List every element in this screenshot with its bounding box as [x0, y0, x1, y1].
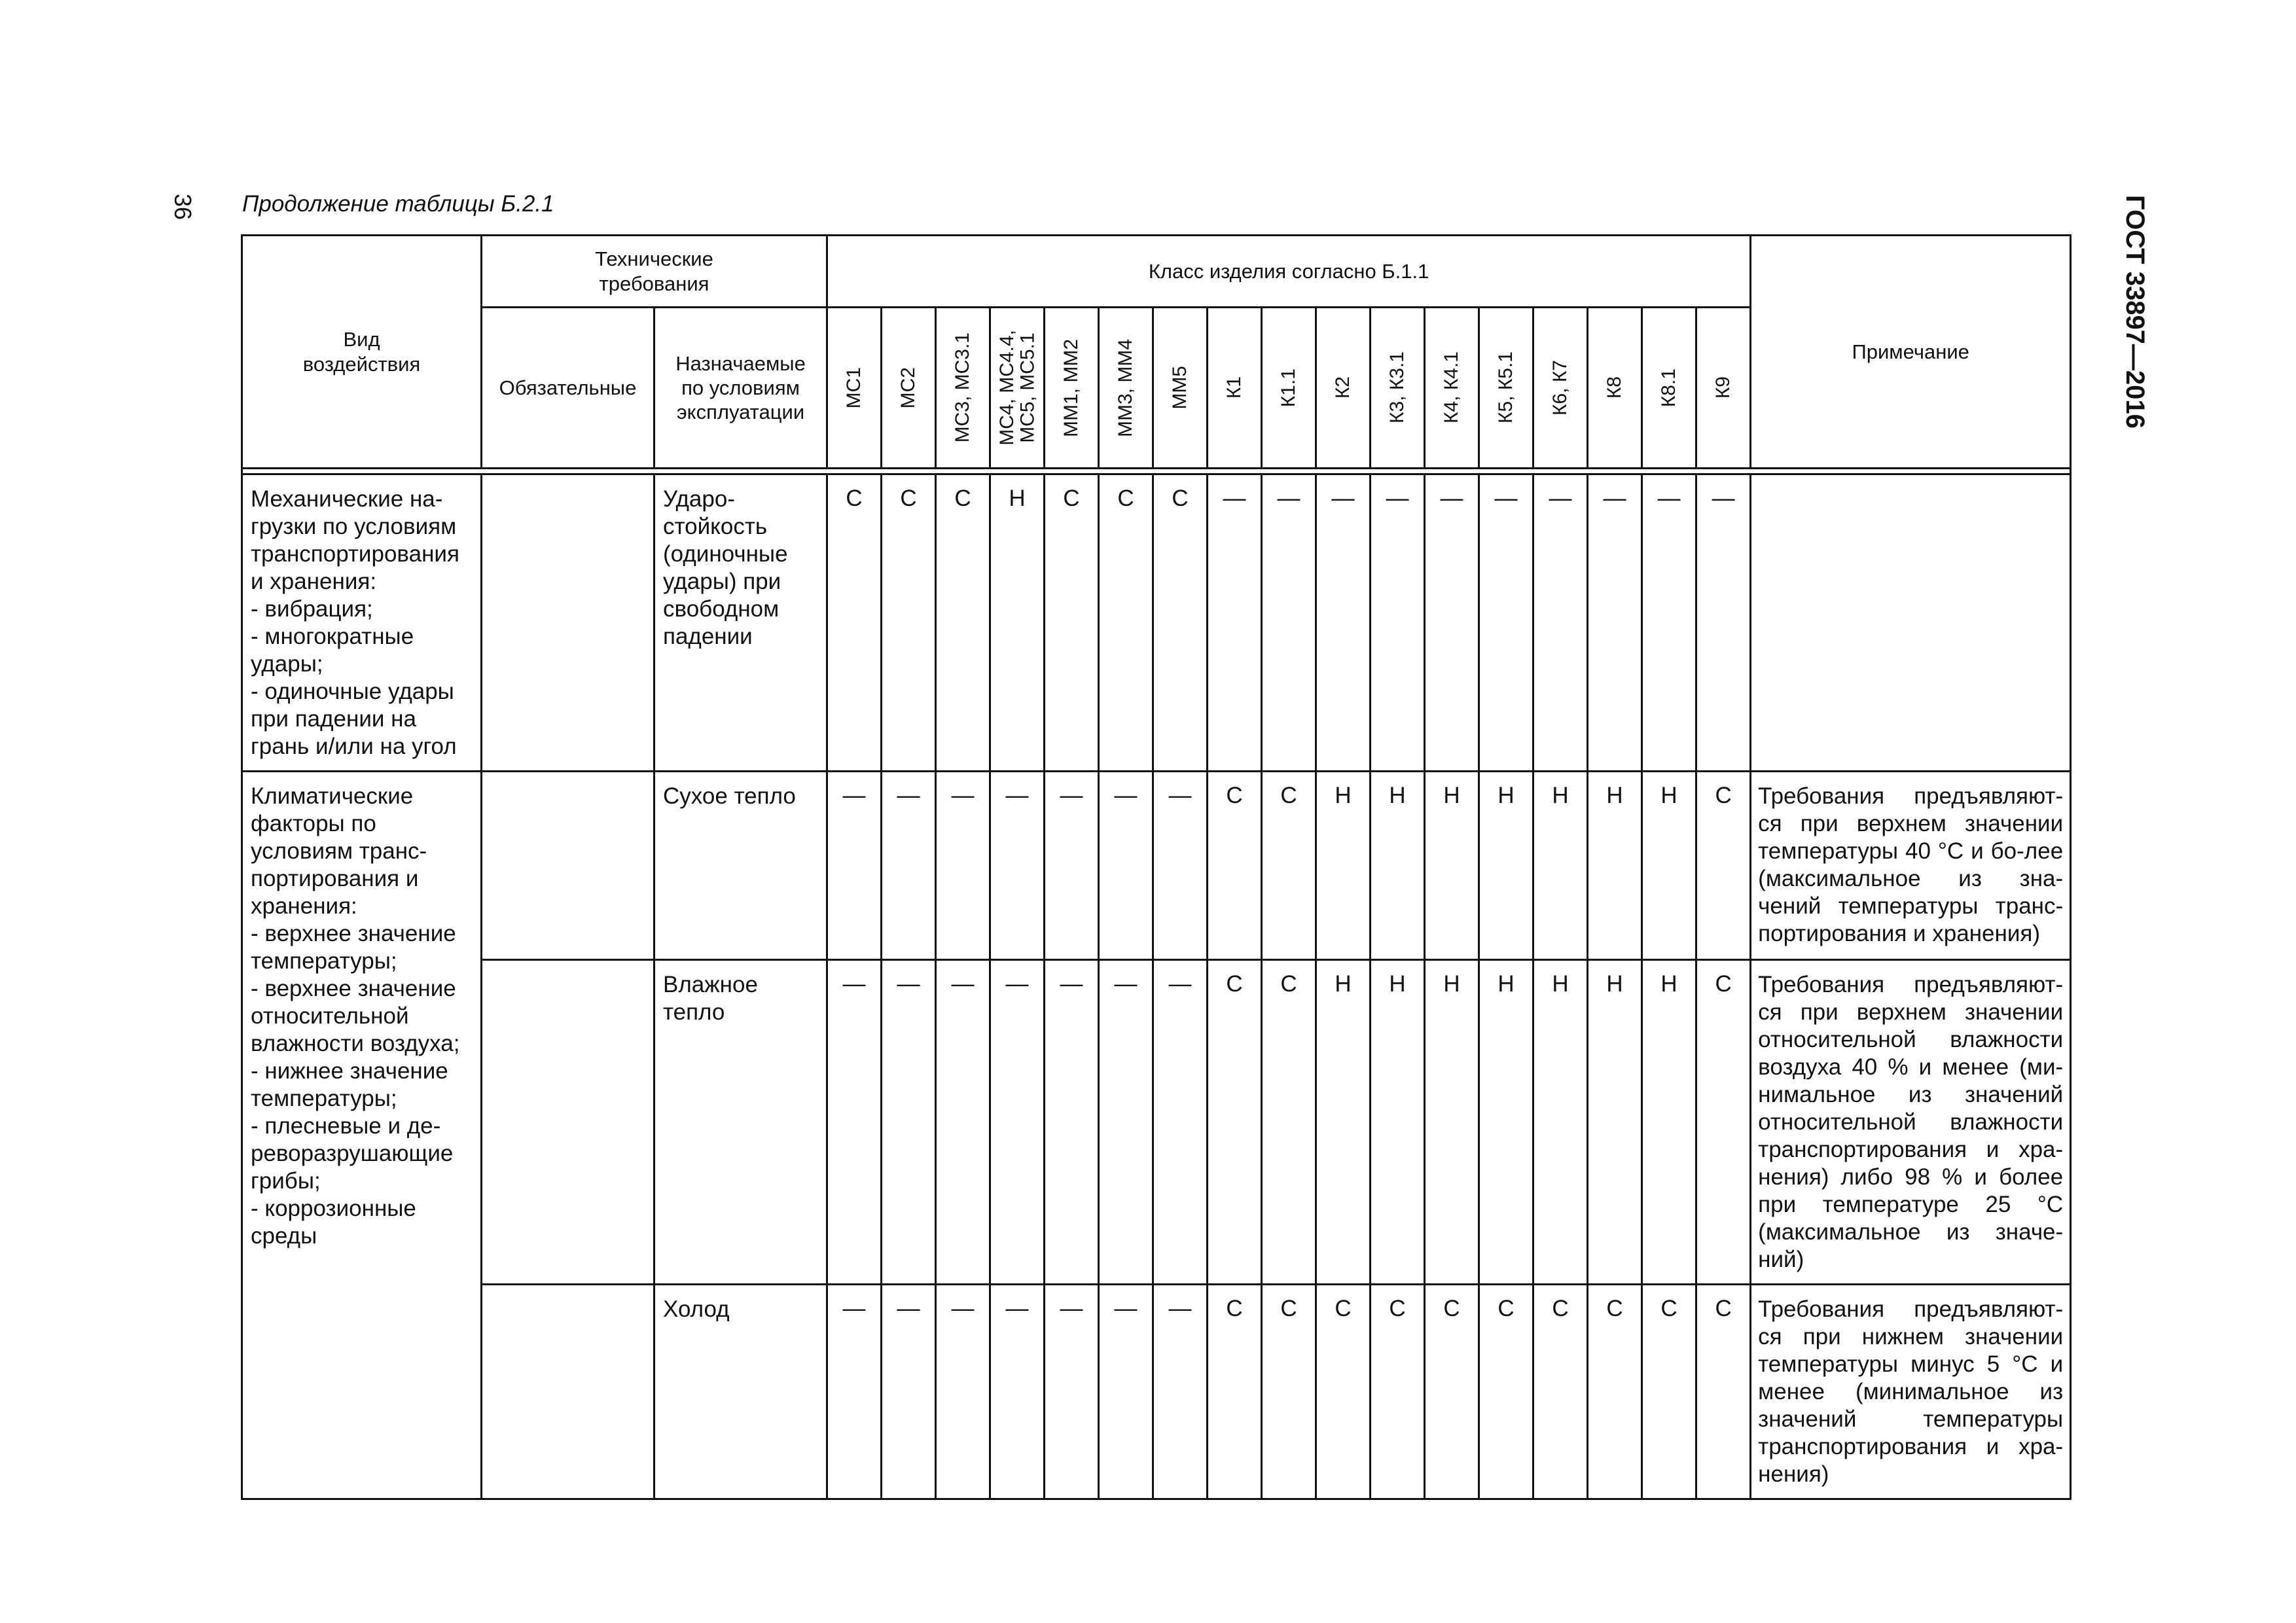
class-value: —: [990, 772, 1045, 960]
class-value: Н: [1316, 772, 1371, 960]
header-assigned: Назначаемые по условиям эксплуатации: [655, 308, 827, 469]
class-value: —: [936, 772, 990, 960]
class-value: —: [882, 960, 936, 1285]
class-value: —: [1371, 474, 1425, 772]
class-value: С: [1208, 772, 1262, 960]
class-header-label: МС3, МС3.1: [952, 332, 974, 443]
class-value: —: [1479, 474, 1534, 772]
class-value: —: [1099, 772, 1153, 960]
class-value: —: [1099, 1285, 1153, 1499]
class-header-label: К6, К7: [1549, 360, 1571, 416]
class-header: [882, 308, 936, 469]
class-header-label: ММ5: [1169, 366, 1191, 410]
class-value: С: [1534, 1285, 1588, 1499]
header-tech-req: Технические требования: [482, 236, 827, 308]
class-value: —: [1153, 772, 1208, 960]
assigned-cell: Влажное тепло: [655, 960, 827, 1285]
class-header: [1642, 308, 1696, 469]
class-value: —: [882, 1285, 936, 1499]
class-value: Н: [1642, 772, 1696, 960]
class-header: [1262, 308, 1316, 469]
class-header: [1479, 308, 1534, 469]
class-header-label: МС4, МС4.4, МС5, МС5.1: [996, 330, 1039, 446]
class-value: —: [936, 1285, 990, 1499]
class-value: Н: [1588, 772, 1642, 960]
class-value: Н: [1371, 960, 1425, 1285]
header-class-group: Класс изделия согласно Б.1.1: [827, 236, 1751, 308]
class-value: —: [1208, 474, 1262, 772]
class-value: —: [1153, 1285, 1208, 1499]
class-header-label: К1.1: [1278, 368, 1300, 408]
class-header: [1534, 308, 1588, 469]
header-mandatory: Обязательные: [482, 308, 655, 469]
class-header-label: К5, К5.1: [1495, 351, 1517, 424]
class-value: Н: [990, 474, 1045, 772]
impact-climatic: Климатические факторы по условиям транс- портирования и хранения: - верхнее значение температуры; - верхнее значение относительной влажности воздуха; - нижнее значение температуры; - плесневые и де- реворазрушающие грибы; - коррозионные среды: [242, 772, 482, 1499]
class-header: [1045, 308, 1099, 469]
class-header-label: К8.1: [1658, 368, 1680, 408]
note-cell: Требования предъявляют-ся при верхнем значении температуры 40 °С и бо-лее (максимальное из зна-чений температуры транс-портирования и хранения): [1751, 772, 2071, 960]
class-header-label: МС2: [897, 366, 920, 409]
mandatory-cell: [482, 772, 655, 960]
mandatory-cell: [482, 960, 655, 1285]
class-value: —: [882, 772, 936, 960]
class-value: Н: [1642, 960, 1696, 1285]
class-value: —: [1316, 474, 1371, 772]
class-header: [827, 308, 882, 469]
class-value: С: [1425, 1285, 1479, 1499]
document-title: ГОСТ 33897—2016: [2121, 195, 2149, 429]
class-header-label: ММ3, ММ4: [1115, 338, 1137, 437]
class-value: —: [1696, 474, 1751, 772]
class-value: Н: [1316, 960, 1371, 1285]
header-impact: Вид воздействия: [242, 236, 482, 469]
requirements-table: [241, 234, 2072, 1500]
class-header-label: К2: [1332, 376, 1354, 399]
class-header-label: К4, К4.1: [1441, 351, 1463, 424]
class-value: С: [1045, 474, 1099, 772]
class-header: [936, 308, 990, 469]
class-header-label: ММ1, ММ2: [1060, 338, 1083, 437]
assigned-cell: Сухое тепло: [655, 772, 827, 960]
class-value: С: [1208, 960, 1262, 1285]
class-value: С: [1099, 474, 1153, 772]
class-value: Н: [1479, 772, 1534, 960]
header-separator: [242, 469, 2071, 474]
class-header-label: К1: [1223, 376, 1246, 399]
class-value: Н: [1588, 960, 1642, 1285]
class-value: —: [1045, 772, 1099, 960]
class-value: С: [1371, 1285, 1425, 1499]
class-value: С: [1262, 960, 1316, 1285]
class-value: С: [882, 474, 936, 772]
class-header: [1208, 308, 1262, 469]
class-value: —: [1153, 960, 1208, 1285]
class-value: —: [1588, 474, 1642, 772]
class-value: С: [1153, 474, 1208, 772]
class-value: С: [1262, 772, 1316, 960]
class-header: [1425, 308, 1479, 469]
class-value: —: [1534, 474, 1588, 772]
class-value: —: [1045, 960, 1099, 1285]
class-value: —: [1642, 474, 1696, 772]
class-value: —: [936, 960, 990, 1285]
note-cell: [1751, 474, 2071, 772]
class-value: —: [1262, 474, 1316, 772]
class-value: С: [1696, 960, 1751, 1285]
page-number: 36: [170, 194, 196, 221]
class-value: С: [1262, 1285, 1316, 1499]
class-value: —: [827, 772, 882, 960]
class-value: Н: [1425, 772, 1479, 960]
class-value: —: [1425, 474, 1479, 772]
class-header-label: К9: [1712, 376, 1734, 399]
class-value: С: [936, 474, 990, 772]
note-cell: Требования предъявляют-ся при верхнем значении относительной влажности воздуха 40 % и менее (ми-нимальное из значений относительной влажности транспортирования и хра-нения) либо 98 % и более при температуре 25 °С (максимальное из значе-ний): [1751, 960, 2071, 1285]
mandatory-cell: [482, 1285, 655, 1499]
class-header-label: К3, К3.1: [1386, 351, 1408, 424]
class-value: С: [1642, 1285, 1696, 1499]
class-value: Н: [1534, 960, 1588, 1285]
class-value: С: [1316, 1285, 1371, 1499]
class-value: —: [827, 1285, 882, 1499]
class-value: —: [990, 1285, 1045, 1499]
class-value: —: [990, 960, 1045, 1285]
class-header-label: МС1: [843, 366, 865, 409]
assigned-cell: Холод: [655, 1285, 827, 1499]
class-value: С: [1696, 772, 1751, 960]
class-value: —: [827, 960, 882, 1285]
note-cell: Требования предъявляют-ся при нижнем значении температуры минус 5 °С и менее (минимальное из значений температуры транспортирования и хра-нения): [1751, 1285, 2071, 1499]
class-value: С: [1208, 1285, 1262, 1499]
impact-mechanical: Механические на- грузки по условиям транспортирования и хранения: - вибрация; - многократные удары; - одиночные удары при падении на грань и/или на угол: [242, 474, 482, 772]
class-header: [1099, 308, 1153, 469]
class-header: [1153, 308, 1208, 469]
class-value: —: [1099, 960, 1153, 1285]
class-value: Н: [1534, 772, 1588, 960]
class-value: С: [1479, 1285, 1534, 1499]
class-header: [1371, 308, 1425, 469]
class-value: Н: [1371, 772, 1425, 960]
class-value: С: [827, 474, 882, 772]
class-header: [990, 308, 1045, 469]
header-note: Примечание: [1751, 236, 2071, 469]
class-header-label: К8: [1604, 376, 1626, 399]
class-value: С: [1588, 1285, 1642, 1499]
class-value: С: [1696, 1285, 1751, 1499]
class-header: [1588, 308, 1642, 469]
assigned-cell: Ударо- стойкость (одиночные удары) при свободном падении: [655, 474, 827, 772]
class-header: [1696, 308, 1751, 469]
class-header: [1316, 308, 1371, 469]
mandatory-cell: [482, 474, 655, 772]
class-value: —: [1045, 1285, 1099, 1499]
class-value: Н: [1479, 960, 1534, 1285]
table-caption: Продолжение таблицы Б.2.1: [242, 191, 554, 217]
class-value: Н: [1425, 960, 1479, 1285]
